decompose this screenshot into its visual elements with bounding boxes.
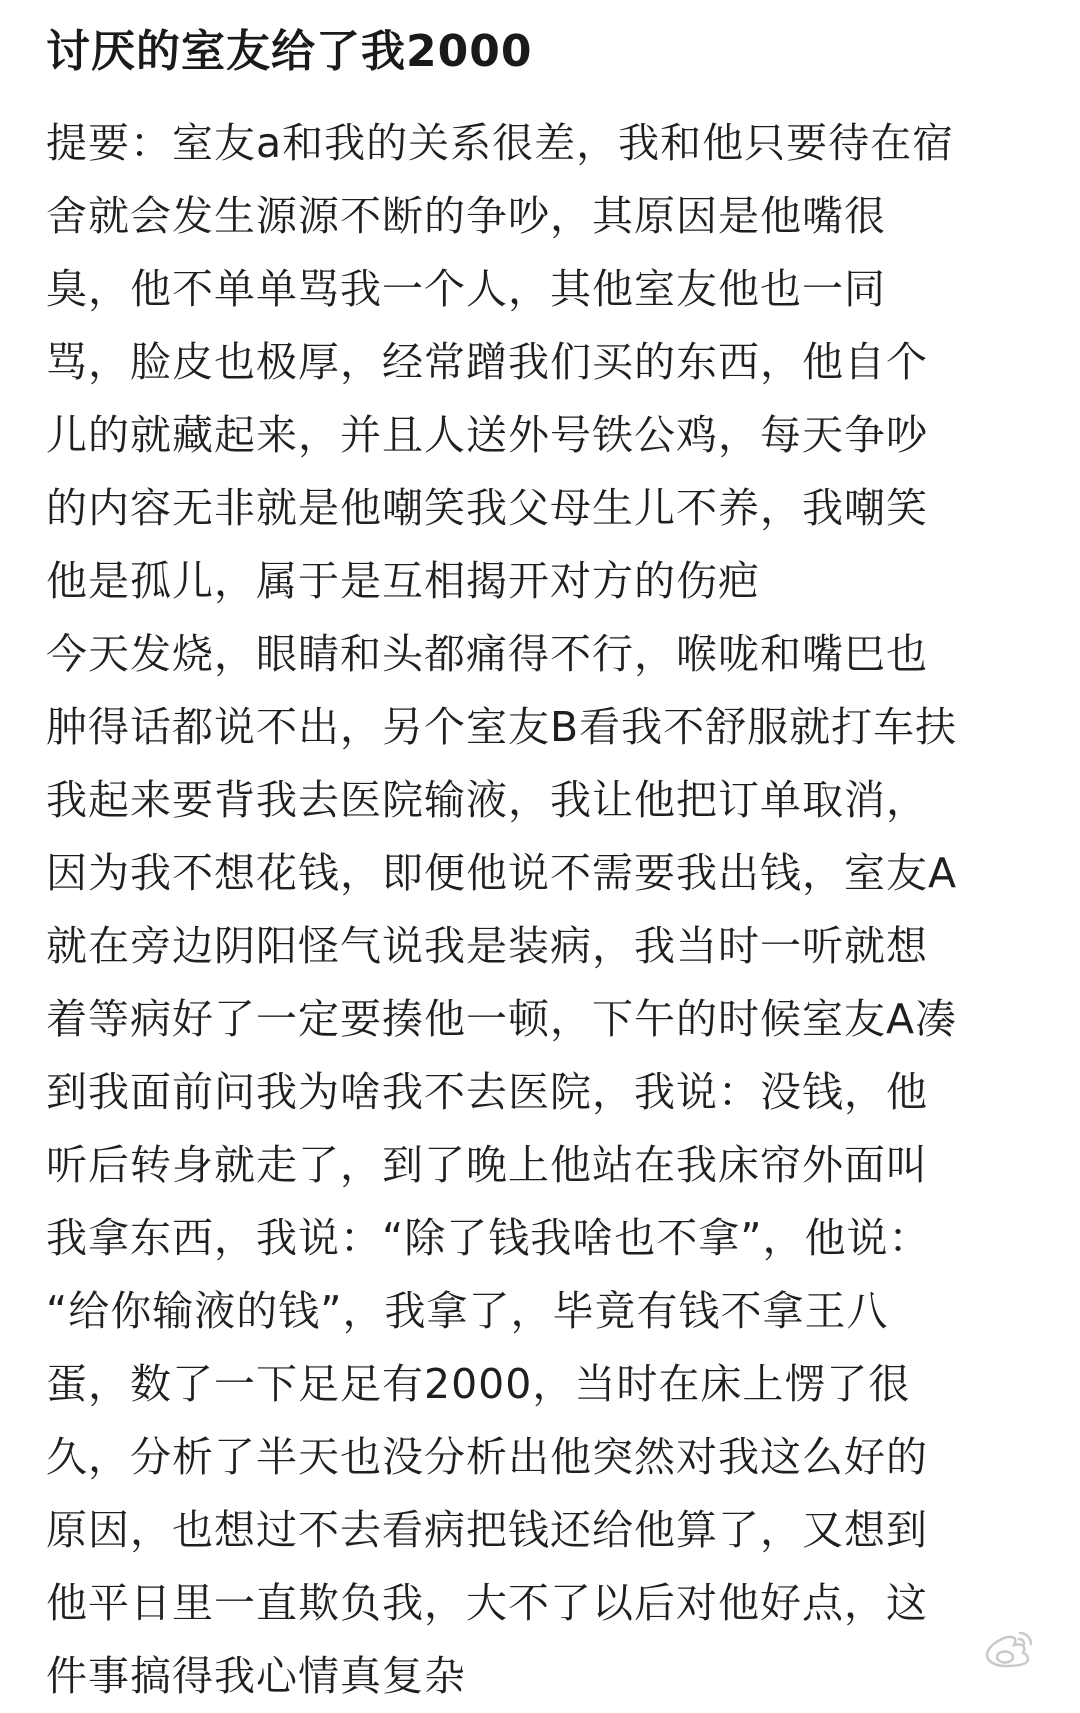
body-line: 提要：室友a和我的关系很差，我和他只要待在宿 [46,119,955,167]
body-line: 他是孤儿，属于是互相揭开对方的伤疤 [46,557,760,605]
body-line: 着等病好了一定要揍他一顿，下午的时候室友A凑 [46,995,958,1043]
body-line: 听后转身就走了，到了晚上他站在我床帘外面叫 [46,1141,928,1189]
body-line: 因为我不想花钱，即便他说不需要我出钱，室友A [46,849,958,897]
body-line: 肿得话都说不出，另个室友B看我不舒服就打车扶 [46,703,958,751]
body-line: 久，分析了半天也没分析出他突然对我这么好的 [46,1433,928,1481]
body-line: 骂，脸皮也极厚，经常蹭我们买的东西，他自个 [46,338,928,386]
body-line: 蛋，数了一下足足有2000，当时在床上愣了很 [46,1360,911,1408]
body-line: 我起来要背我去医院输液，我让他把订单取消， [46,776,928,824]
body-line: 儿的就藏起来，并且人送外号铁公鸡，每天争吵 [46,411,928,459]
body-line: 到我面前问我为啥我不去医院，我说：没钱，他 [46,1068,928,1116]
body-line: 他平日里一直欺负我，大不了以后对他好点，这 [46,1579,928,1627]
weibo-logo-eye [997,1652,1013,1663]
post-title: 讨厌的室友给了我2000 [46,26,533,77]
body-line: “给你输液的钱”，我拿了，毕竟有钱不拿王八 [46,1287,889,1335]
body-line: 舍就会发生源源不断的争吵，其原因是他嘴很 [46,192,886,240]
weibo-logo-icon [984,1627,1036,1671]
body-line: 件事搞得我心情真复杂 [46,1652,466,1700]
body-line: 就在旁边阴阳怪气说我是装病，我当时一听就想 [46,922,928,970]
body-line: 今天发烧，眼睛和头都痛得不行，喉咙和嘴巴也 [46,630,928,678]
body-line: 的内容无非就是他嘲笑我父母生儿不养，我嘲笑 [46,484,928,532]
post-body [46,107,1056,1713]
body-line: 我拿东西，我说：“除了钱我啥也不拿”，他说： [46,1214,931,1262]
body-line: 臭，他不单单骂我一个人，其他室友他也一同 [46,265,886,313]
body-line: 原因，也想过不去看病把钱还给他算了，又想到 [46,1506,928,1554]
